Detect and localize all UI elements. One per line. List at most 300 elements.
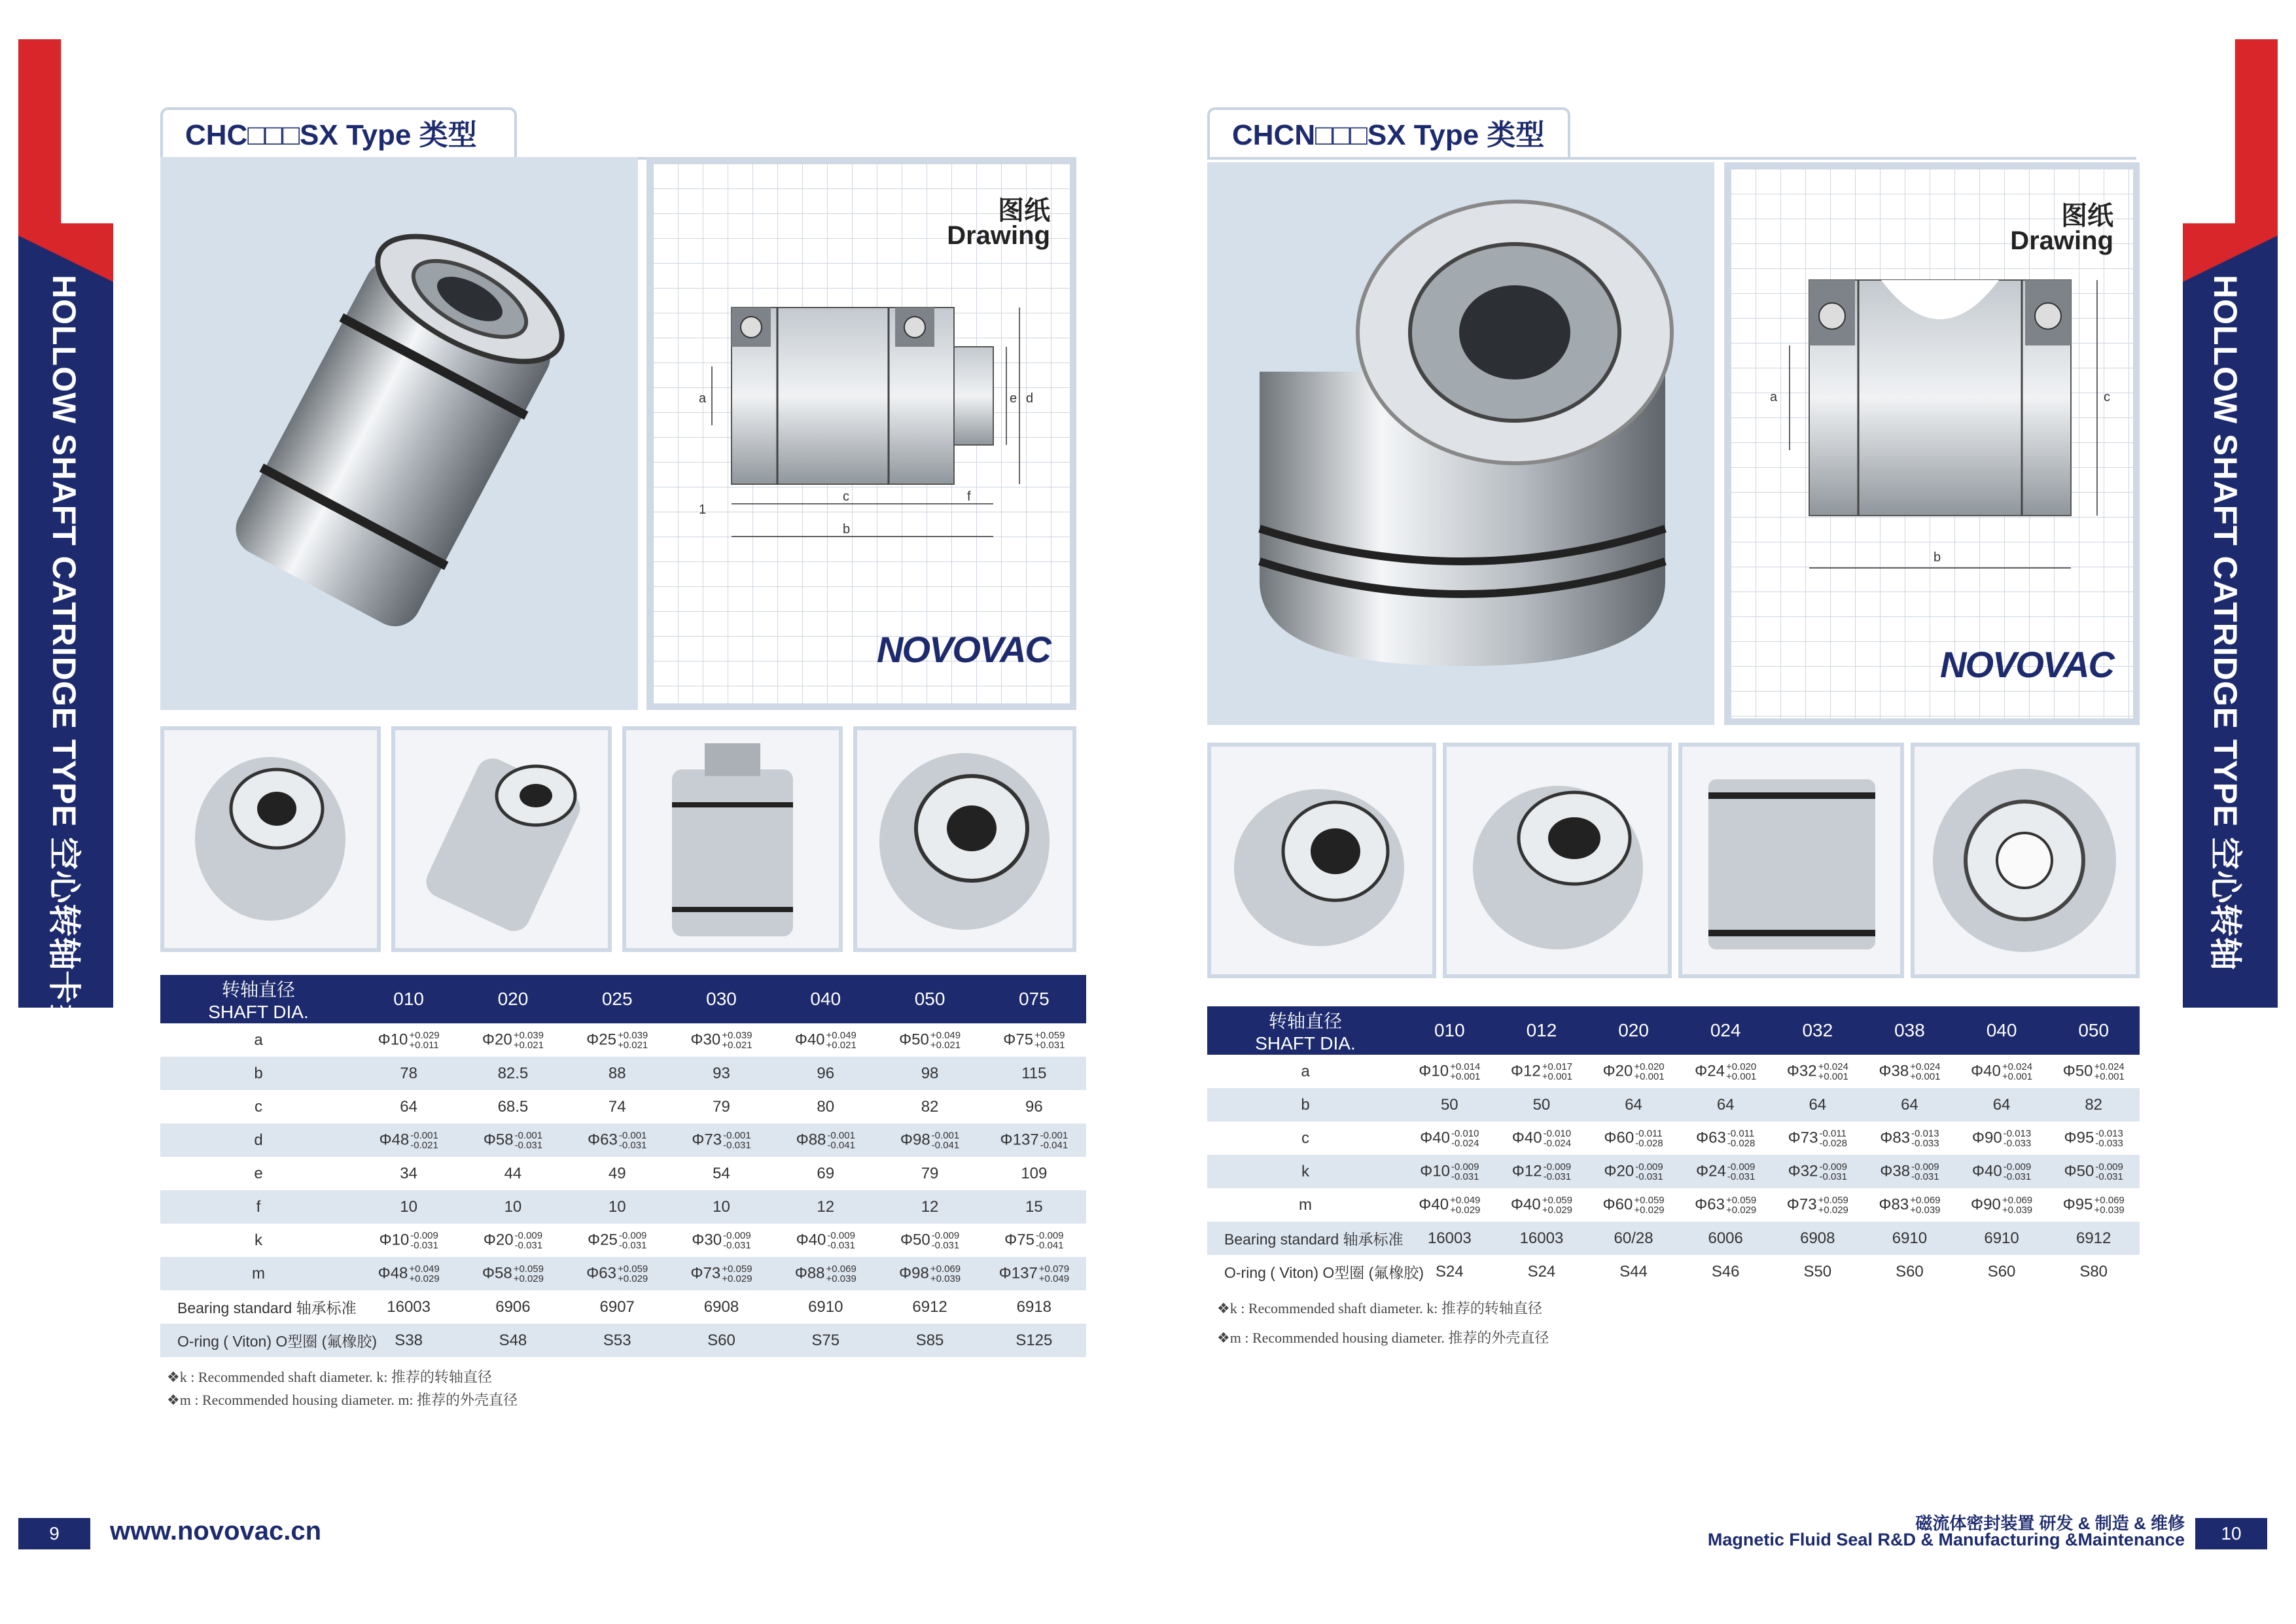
table-cell — [877, 1157, 981, 1190]
table-cell — [669, 1224, 773, 1257]
table-cell — [357, 1057, 461, 1090]
tolerance-upper: +0.024 — [1818, 1061, 1848, 1072]
table-cell — [1404, 1055, 1496, 1088]
cell-value: Φ40 — [1971, 1161, 2002, 1180]
cell-value: Φ50 — [900, 1230, 930, 1248]
tolerance-upper: -0.009 — [2003, 1161, 2032, 1173]
tolerance-upper: -0.009 — [827, 1229, 855, 1241]
cell-value: S48 — [499, 1331, 527, 1349]
cell-value: 34 — [400, 1164, 417, 1182]
cell-value: 64 — [1625, 1095, 1642, 1114]
cell-value: Φ25 — [586, 1030, 616, 1048]
tolerance-lower: -0.028 — [1819, 1137, 1847, 1149]
cell-value: Φ30 — [690, 1030, 721, 1048]
row-label: a — [1301, 1062, 1310, 1080]
header-shaft-dia: 转轴直径 SHAFT DIA. — [160, 975, 357, 1023]
row-label: k — [1207, 1155, 1404, 1188]
tolerance — [722, 1264, 752, 1284]
table-cell — [773, 1257, 877, 1290]
cell-value: Φ30 — [692, 1230, 722, 1248]
table-cell — [1772, 1255, 1864, 1288]
tolerance-lower: +0.029 — [1542, 1204, 1572, 1216]
table-cell — [1956, 1055, 2048, 1088]
tolerance — [514, 1264, 544, 1284]
tolerance — [409, 1264, 439, 1284]
table-cell — [669, 1123, 773, 1157]
col-header: 012 — [1496, 1006, 1588, 1055]
cell-value: 64 — [400, 1097, 417, 1116]
table-cell — [773, 1190, 877, 1224]
cell-value: 60/28 — [1614, 1229, 1653, 1247]
tolerance-upper: -0.009 — [1635, 1161, 1663, 1173]
table-row — [160, 1224, 1086, 1257]
tolerance-upper: +0.059 — [617, 1263, 648, 1275]
cell-value: S38 — [395, 1331, 423, 1349]
row-label: b — [1207, 1088, 1404, 1121]
tolerance-lower: -0.024 — [1543, 1137, 1572, 1149]
cell-value: S85 — [915, 1331, 944, 1349]
left-note-m: ❖m : Recommended housing diameter. m: 推荐的外壳直径 — [167, 1392, 518, 1408]
tolerance-upper: +0.039 — [513, 1029, 544, 1041]
table-cell — [1496, 1121, 1588, 1155]
tolerance-upper: +0.069 — [1910, 1194, 1941, 1206]
dim-label-e: e — [1010, 391, 1017, 406]
table-cell — [1496, 1222, 1588, 1255]
tolerance-lower: +0.021 — [722, 1039, 752, 1051]
cell-value: 54 — [713, 1164, 730, 1182]
table-cell — [461, 1023, 565, 1057]
col-header: 010 — [357, 975, 461, 1023]
tolerance-lower: +0.001 — [1634, 1070, 1665, 1082]
tolerance-lower: +0.039 — [2094, 1204, 2125, 1216]
cell-value: Φ12 — [1511, 1161, 1542, 1180]
tolerance-lower: -0.028 — [1727, 1137, 1756, 1149]
row-label: O-ring ( Viton) O型圈 (氟橡胶) — [1224, 1264, 1424, 1281]
cell-value: S44 — [1619, 1262, 1648, 1280]
footer-tagline-en: Magnetic Fluid Seal R&D & Manufacturing &Maintenance — [1707, 1530, 2185, 1549]
tolerance-lower: +0.011 — [409, 1039, 439, 1051]
table-cell — [461, 1290, 565, 1324]
table-cell — [982, 1257, 1086, 1290]
table-cell — [1956, 1222, 2048, 1255]
table-cell — [565, 1324, 669, 1357]
page-number-right: 10 — [2195, 1518, 2267, 1549]
tolerance-upper: +0.059 — [1034, 1029, 1065, 1041]
tolerance-lower: -0.041 — [827, 1139, 855, 1151]
table-cell — [773, 1090, 877, 1123]
cell-value: 6908 — [703, 1297, 739, 1316]
novovac-logo: NOVOVAC — [877, 629, 1050, 670]
cell-value: 6907 — [599, 1297, 635, 1316]
tolerance — [1635, 1129, 1663, 1148]
table-cell — [1956, 1188, 2048, 1222]
cell-value: Φ63 — [1695, 1128, 1726, 1146]
tolerance-upper: -0.009 — [410, 1229, 438, 1241]
table-cell — [357, 1224, 461, 1257]
tolerance — [1726, 1062, 1756, 1082]
cell-value: S80 — [2079, 1262, 2108, 1280]
table-cell — [669, 1090, 773, 1123]
cartridge-thumb-icon — [626, 730, 839, 948]
cell-value: 49 — [608, 1164, 626, 1182]
cell-value: 115 — [1021, 1064, 1047, 1082]
table-cell — [982, 1157, 1086, 1190]
tolerance-upper: -0.013 — [2095, 1127, 2123, 1139]
tolerance-upper: +0.059 — [513, 1263, 544, 1275]
table-cell — [461, 1190, 565, 1224]
dim-label-b: b — [843, 522, 851, 537]
tolerance — [410, 1131, 438, 1150]
cell-value: Φ10 — [1419, 1061, 1449, 1080]
tolerance-upper: -0.009 — [514, 1229, 543, 1241]
cell-value: Φ60 — [1604, 1128, 1634, 1146]
table-cell — [565, 1224, 669, 1257]
table-cell — [1680, 1155, 1772, 1188]
left-thumb-1 — [160, 726, 381, 952]
tolerance-lower: +0.031 — [1034, 1039, 1065, 1051]
table-cell — [357, 1257, 461, 1290]
tolerance — [1450, 1195, 1480, 1215]
table-cell — [357, 1090, 461, 1123]
cell-value: S24 — [1527, 1262, 1556, 1280]
table-row — [1207, 1255, 2140, 1288]
tolerance-upper: -0.013 — [1911, 1127, 1939, 1139]
tolerance-lower: -0.031 — [827, 1239, 855, 1251]
table-cell — [773, 1324, 877, 1357]
cell-value: 6910 — [1892, 1229, 1928, 1247]
table-cell — [1772, 1222, 1864, 1255]
table-cell — [1587, 1088, 1680, 1121]
table-cell — [1680, 1222, 1772, 1255]
table-cell — [1680, 1055, 1772, 1088]
tolerance-lower: +0.001 — [1818, 1070, 1848, 1082]
table-row — [1207, 1155, 2140, 1188]
cell-value: Φ25 — [588, 1230, 618, 1248]
cell-value: S60 — [1987, 1262, 2016, 1280]
dim-label-a: a — [1770, 390, 1778, 404]
tolerance-upper: -0.009 — [1035, 1229, 1064, 1241]
cell-value: 50 — [1532, 1095, 1551, 1114]
tolerance — [1544, 1129, 1572, 1148]
tolerance-upper: -0.001 — [827, 1129, 855, 1141]
col-header: 025 — [565, 975, 669, 1023]
tolerance-upper: +0.069 — [2002, 1194, 2033, 1206]
tolerance-upper: +0.024 — [1910, 1061, 1941, 1072]
row-label: m — [160, 1257, 357, 1290]
table-cell — [461, 1057, 565, 1090]
right-side-banner — [2183, 39, 2278, 1008]
table-row — [1207, 1222, 2140, 1255]
cell-value: Φ38 — [1879, 1061, 1909, 1080]
tolerance — [1910, 1062, 1940, 1082]
tolerance-lower: +0.021 — [826, 1039, 857, 1051]
right-drawing-panel — [1724, 162, 2140, 725]
row-label: k — [255, 1231, 262, 1249]
cell-value: 6910 — [1984, 1229, 2019, 1247]
table-cell — [877, 1190, 981, 1224]
row-label: c — [1301, 1129, 1309, 1147]
cell-value: 12 — [817, 1197, 835, 1216]
table-cell — [1404, 1155, 1496, 1188]
tolerance-lower: +0.039 — [826, 1273, 857, 1284]
cell-value: Φ20 — [1602, 1061, 1633, 1080]
dim-label-d: d — [1026, 391, 1034, 406]
table-row — [1207, 1121, 2140, 1155]
tolerance-lower: +0.021 — [930, 1039, 961, 1051]
tolerance-lower: +0.001 — [1542, 1070, 1572, 1082]
table-cell — [565, 1257, 669, 1290]
table-cell — [877, 1290, 981, 1324]
table-cell — [669, 1023, 773, 1057]
cell-value: S46 — [1711, 1262, 1740, 1280]
tolerance — [722, 1031, 752, 1050]
cartridge-thumb-icon — [857, 730, 1072, 948]
cell-value: Φ73 — [692, 1130, 722, 1148]
table-cell — [2047, 1121, 2140, 1155]
tolerance — [1819, 1162, 1847, 1182]
tolerance-upper: -0.009 — [618, 1229, 647, 1241]
tolerance — [827, 1131, 855, 1150]
tolerance-lower: -0.031 — [514, 1139, 543, 1151]
tolerance-upper: -0.001 — [618, 1129, 647, 1141]
tolerance — [514, 1031, 544, 1050]
cell-value: 82.5 — [497, 1064, 529, 1082]
tolerance-upper: +0.024 — [2094, 1061, 2125, 1072]
tolerance-upper: -0.010 — [1543, 1127, 1572, 1139]
left-note-k: ❖k : Recommended shaft diameter. k: 推荐的转轴直径 — [167, 1369, 492, 1385]
cell-value: Φ40 — [1511, 1128, 1542, 1146]
table-cell — [357, 1123, 461, 1157]
tolerance-lower: -0.031 — [723, 1139, 751, 1151]
tolerance-lower: +0.021 — [617, 1039, 648, 1051]
cell-value: Φ10 — [378, 1030, 408, 1048]
cell-value: 64 — [1901, 1095, 1918, 1114]
table-row — [160, 1023, 1086, 1057]
tolerance-upper: +0.059 — [1725, 1194, 1757, 1206]
website-link[interactable]: www.novovac.cn — [110, 1517, 322, 1545]
cell-value: 15 — [1025, 1197, 1043, 1216]
right-table-header — [1207, 1006, 2140, 1055]
cartridge-photo-icon — [160, 157, 638, 710]
tolerance — [1818, 1062, 1848, 1082]
tolerance — [1451, 1129, 1479, 1148]
right-thumb-4 — [1911, 743, 2140, 978]
tolerance — [932, 1231, 960, 1250]
cell-value: Φ83 — [1880, 1128, 1911, 1146]
tolerance — [2094, 1062, 2124, 1082]
table-cell — [1587, 1055, 1680, 1088]
col-header: 075 — [982, 975, 1086, 1023]
tolerance-upper: +0.024 — [2002, 1061, 2033, 1072]
tolerance-upper: +0.069 — [826, 1263, 857, 1275]
cell-value: 6006 — [1708, 1229, 1743, 1247]
table-cell — [1587, 1121, 1680, 1155]
table-cell — [773, 1123, 877, 1157]
col-header: 040 — [773, 975, 877, 1023]
table-cell — [1772, 1088, 1864, 1121]
table-row — [1207, 1055, 2140, 1088]
table-cell — [877, 1090, 981, 1123]
row-label: e — [254, 1164, 263, 1182]
tolerance-upper: -0.011 — [1727, 1127, 1755, 1139]
table-cell — [565, 1057, 669, 1090]
tolerance — [1034, 1031, 1065, 1050]
col-header: 050 — [877, 975, 981, 1023]
drawing-title-en: Drawing — [2010, 226, 2113, 255]
table-row — [160, 1190, 1086, 1224]
tolerance-upper: -0.009 — [1819, 1161, 1847, 1173]
dim-label-b: b — [1934, 550, 1941, 565]
cell-value: 16003 — [387, 1297, 431, 1316]
table-cell — [773, 1057, 877, 1090]
table-cell — [565, 1023, 669, 1057]
cell-value: 6906 — [495, 1297, 531, 1316]
tolerance-upper: +0.069 — [930, 1263, 961, 1275]
right-spec-table — [1207, 1006, 2140, 1288]
tolerance-upper: -0.001 — [1040, 1129, 1069, 1141]
cell-value: 44 — [504, 1164, 522, 1182]
table-cell — [461, 1157, 565, 1190]
table-cell — [2047, 1155, 2140, 1188]
tolerance-upper: +0.049 — [409, 1263, 440, 1275]
tolerance-lower: +0.039 — [930, 1273, 961, 1284]
tolerance-lower: +0.029 — [1818, 1204, 1848, 1216]
table-cell — [669, 1057, 773, 1090]
cell-value: 78 — [400, 1064, 417, 1082]
cell-value: Φ95 — [2062, 1195, 2093, 1213]
table-cell — [461, 1123, 565, 1157]
cell-value: 109 — [1021, 1164, 1048, 1182]
cell-value: 68.5 — [497, 1097, 529, 1116]
table-cell — [1404, 1088, 1496, 1121]
tolerance — [2002, 1062, 2032, 1082]
drawing-title-cn: 图纸 — [998, 196, 1050, 225]
cell-value: 69 — [817, 1164, 835, 1182]
tolerance-upper: +0.059 — [1818, 1194, 1848, 1206]
cell-value: Φ12 — [1510, 1061, 1541, 1080]
table-cell — [773, 1023, 877, 1057]
cell-value: Φ90 — [1971, 1128, 2002, 1146]
table-cell — [1496, 1155, 1588, 1188]
cartridge-photo-icon — [1207, 162, 1714, 725]
cell-value: 6912 — [2075, 1229, 2111, 1247]
col-header: 050 — [2047, 1006, 2140, 1055]
tolerance — [618, 1031, 648, 1050]
cell-value: 10 — [608, 1197, 626, 1216]
cell-value: Φ63 — [1695, 1195, 1725, 1213]
table-cell — [1772, 1055, 1864, 1088]
cell-value: 16003 — [1427, 1229, 1472, 1247]
tolerance — [1911, 1129, 1939, 1148]
cell-value: 96 — [817, 1064, 835, 1082]
cell-value: Φ40 — [794, 1030, 825, 1048]
cell-value: S50 — [1803, 1262, 1832, 1280]
tolerance — [930, 1264, 961, 1284]
novovac-logo: NOVOVAC — [1940, 644, 2113, 685]
cell-value: Φ50 — [2062, 1061, 2093, 1080]
right-title-tab: CHCN□□□SX Type 类型 — [1207, 107, 1570, 158]
tolerance-lower: +0.029 — [1725, 1204, 1757, 1216]
cell-value: Φ73 — [690, 1263, 721, 1282]
tolerance — [1727, 1129, 1756, 1148]
drawing-title-en: Drawing — [947, 221, 1050, 250]
cell-value: Φ40 — [1970, 1061, 2001, 1080]
page-number-left: 9 — [18, 1518, 90, 1549]
table-cell — [1496, 1255, 1588, 1288]
table-cell — [1587, 1255, 1680, 1288]
cell-value: 6910 — [808, 1297, 843, 1316]
right-title-rule — [1207, 157, 2136, 160]
cell-value: Φ58 — [483, 1130, 514, 1148]
tolerance-upper: +0.059 — [1634, 1194, 1665, 1206]
cell-value: Φ60 — [1602, 1195, 1633, 1213]
table-cell — [1956, 1155, 2048, 1188]
table-cell — [982, 1057, 1086, 1090]
table-cell — [773, 1224, 877, 1257]
table-cell — [877, 1023, 981, 1057]
table-cell — [565, 1157, 669, 1190]
cell-value: S125 — [1016, 1331, 1053, 1349]
table-row — [160, 1290, 1086, 1324]
tolerance — [932, 1131, 960, 1150]
tolerance-lower: -0.031 — [2095, 1171, 2123, 1182]
table-cell — [877, 1224, 981, 1257]
left-product-photo — [160, 157, 638, 710]
table-cell — [1956, 1088, 2048, 1121]
tolerance — [723, 1131, 751, 1150]
table-cell — [773, 1290, 877, 1324]
tolerance-upper: +0.069 — [2094, 1194, 2125, 1206]
cartridge-thumb-icon — [1211, 747, 1432, 974]
tolerance-upper: +0.039 — [722, 1029, 752, 1041]
tolerance — [1542, 1195, 1572, 1215]
tolerance-upper: +0.039 — [617, 1029, 648, 1041]
tolerance-lower: -0.033 — [2095, 1137, 2123, 1149]
tolerance-lower: -0.031 — [410, 1239, 438, 1251]
tolerance-upper: -0.010 — [1451, 1127, 1479, 1139]
right-thumb-1 — [1207, 743, 1436, 978]
tolerance-lower: -0.031 — [1635, 1171, 1663, 1182]
table-cell — [1496, 1188, 1588, 1222]
cell-value: 16003 — [1519, 1229, 1564, 1247]
right-note-k: ❖k : Recommended shaft diameter. k: 推荐的转轴直径 — [1217, 1300, 1542, 1316]
tolerance-lower: -0.033 — [2003, 1137, 2032, 1149]
cell-value: Φ73 — [1786, 1195, 1817, 1213]
left-drawing-panel — [646, 157, 1076, 710]
tolerance — [1819, 1129, 1847, 1148]
cell-value: Φ20 — [483, 1230, 514, 1248]
table-row — [160, 1257, 1086, 1290]
cell-value: Φ63 — [586, 1263, 616, 1282]
tolerance-lower: -0.033 — [1911, 1137, 1939, 1149]
col-header: 038 — [1863, 1006, 1956, 1055]
tolerance-upper: -0.013 — [2003, 1127, 2032, 1139]
tolerance-lower: -0.024 — [1451, 1137, 1479, 1149]
drawing-title-cn: 图纸 — [2061, 202, 2113, 230]
cell-value: 64 — [1992, 1095, 2011, 1114]
cell-value: Φ50 — [898, 1030, 929, 1048]
cell-value: Φ88 — [796, 1130, 826, 1148]
cell-value: Φ75 — [1003, 1030, 1034, 1048]
tolerance-lower: +0.029 — [409, 1273, 440, 1284]
tolerance — [1910, 1195, 1940, 1215]
table-cell — [1956, 1255, 2048, 1288]
tolerance — [930, 1031, 961, 1050]
tolerance-lower: -0.031 — [618, 1139, 647, 1151]
cell-value: Φ137 — [998, 1263, 1038, 1282]
table-cell — [982, 1190, 1086, 1224]
cell-value: 50 — [1440, 1095, 1458, 1114]
